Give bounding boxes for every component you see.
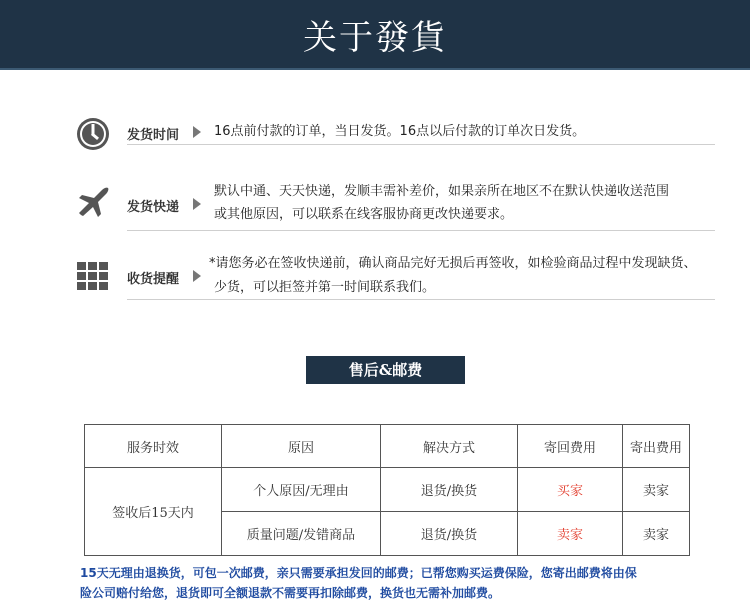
banner-title: 关于發貨 xyxy=(303,18,447,58)
row-text-line-1: 默认中通、天天快递，发顺丰需补差价，如果亲所在地区不在默认快递收送范围 xyxy=(214,184,670,199)
send-fee-cell: 卖家 xyxy=(623,512,690,556)
after-sales-table xyxy=(84,424,690,556)
solution-cell: 退货/换货 xyxy=(381,512,518,556)
period-cell: 签收后15天内 xyxy=(85,468,222,556)
divider xyxy=(127,299,715,300)
header-cell: 原因 xyxy=(222,425,381,468)
row-label: 收货提醒 xyxy=(127,272,180,287)
arrow-right-icon xyxy=(193,126,201,138)
shipping-time-row xyxy=(75,118,715,148)
solution-cell: 退货/换货 xyxy=(381,468,518,512)
table-row xyxy=(85,468,690,512)
row-label: 发货时间 xyxy=(127,128,180,143)
policy-note-line-2: 险公司赔付给您，退货即可全额退款不需要再扣除邮费，换货也无需补加邮费。 xyxy=(80,586,501,600)
table-header-row xyxy=(85,425,690,468)
row-label: 发货快递 xyxy=(127,200,180,215)
airplane-icon xyxy=(75,183,111,219)
header-cell: 服务时效 xyxy=(85,425,222,468)
arrow-right-icon xyxy=(193,198,201,210)
header-cell: 寄出费用 xyxy=(623,425,690,468)
header-banner xyxy=(0,0,750,70)
arrow-right-icon xyxy=(193,270,201,282)
reason-cell: 个人原因/无理由 xyxy=(222,468,381,512)
divider xyxy=(127,230,715,231)
policy-note xyxy=(80,563,720,603)
grid-icon xyxy=(75,258,111,294)
courier-row xyxy=(75,180,715,230)
receipt-reminder-row xyxy=(75,252,715,302)
reason-cell: 质量问题/发错商品 xyxy=(222,512,381,556)
policy-note-line-1: 15天无理由退换货，可包一次邮费，亲只需要承担发回的邮费；已帮您购买运费保险，您寄出邮费将由保 xyxy=(80,566,637,580)
row-text-line-2: 或其他原因，可以联系在线客服协商更改快递要求。 xyxy=(214,207,514,222)
section-title: 售后&邮费 xyxy=(306,356,465,384)
row-text-line-1: *请您务必在签收快递前，确认商品完好无损后再签收，如检验商品过程中发现缺货、 xyxy=(209,256,697,271)
send-fee-cell: 卖家 xyxy=(623,468,690,512)
row-text: 16点前付款的订单，当日发货。16点以后付款的订单次日发货。 xyxy=(214,124,586,139)
header-cell: 解决方式 xyxy=(381,425,518,468)
return-fee-cell: 买家 xyxy=(518,468,623,512)
clock-icon xyxy=(75,116,111,152)
divider xyxy=(127,144,715,145)
return-fee-cell: 卖家 xyxy=(518,512,623,556)
header-cell: 寄回费用 xyxy=(518,425,623,468)
row-text-line-2: 少货，可以拒签并第一时间联系我们。 xyxy=(214,280,436,295)
